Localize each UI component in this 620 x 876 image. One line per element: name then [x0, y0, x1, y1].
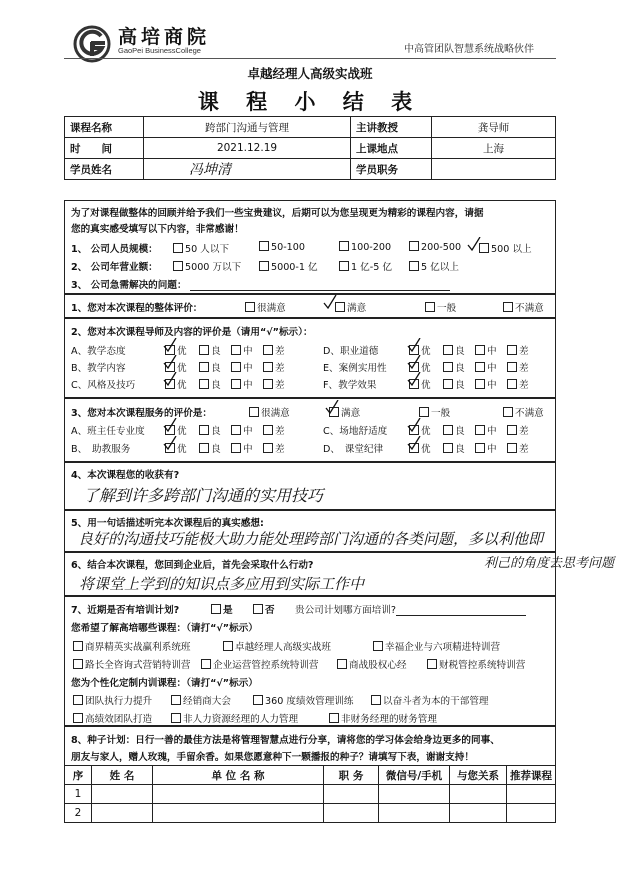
course-info-table [64, 116, 556, 180]
custom-row2: 高绩效团队打造 非人力资源经理的人力管理 非财务经理的财务管理 [71, 711, 152, 725]
place-label: 上课地点 [351, 138, 432, 159]
check-mark-icon [407, 338, 421, 352]
company-section [64, 200, 556, 294]
size-checkbox[interactable] [259, 241, 269, 251]
grade-checkbox[interactable] [199, 362, 209, 372]
check-mark-icon [163, 418, 177, 432]
grade-checkbox[interactable] [199, 379, 209, 389]
action-answer[interactable]: 将课堂上学到的知识点多应用到实际工作中 [79, 575, 365, 593]
custom-checkbox[interactable] [253, 695, 263, 705]
rating-item-label: C、场地舒适度 [323, 426, 388, 437]
plan-field[interactable] [396, 615, 526, 616]
overall-label: 1、您对本次课程的整体评价： [71, 303, 203, 314]
rating-item-label: D、 课堂纪律 [323, 444, 384, 455]
service-checkbox[interactable] [503, 407, 513, 417]
course-label: 课程名称 [65, 117, 144, 138]
table-row: 1 [65, 785, 556, 804]
rating-row: A、班主任专业度 优 良 中 差 C、场地舒适度 优 良 中 差 [71, 423, 145, 437]
course-checkbox[interactable] [73, 641, 83, 651]
seed-col-course: 推荐课程 [507, 766, 556, 785]
courses-row1: 商界精英实战赢利系统班 卓越经理人高级实战班 幸福企业与六项精进特训营 [71, 639, 191, 653]
seed-table [64, 765, 556, 823]
seed-col-relation: 与您关系 [450, 766, 507, 785]
course-checkbox[interactable] [73, 659, 83, 669]
grade-checkbox[interactable] [263, 379, 273, 389]
brand-name: 高培商院 [118, 26, 211, 48]
plan-yes-checkbox[interactable] [211, 604, 221, 614]
time-value: 2021.12.19 [144, 138, 351, 159]
seed-section [64, 726, 556, 766]
rating-row: B、 助教服务 优 良 中 差 D、 课堂纪律 优 良 中 差 [71, 441, 130, 455]
revenue-checkbox[interactable] [173, 261, 183, 271]
grade-checkbox[interactable] [475, 362, 485, 372]
course-checkbox[interactable] [337, 659, 347, 669]
grade-checkbox[interactable] [199, 443, 209, 453]
grade-checkbox[interactable] [507, 345, 517, 355]
teacher-section [64, 318, 556, 398]
service-checkbox[interactable] [249, 407, 259, 417]
grade-checkbox[interactable] [263, 362, 273, 372]
grade-checkbox[interactable] [475, 379, 485, 389]
size-checkbox[interactable] [339, 241, 349, 251]
check-mark-icon [467, 237, 481, 251]
check-mark-icon [407, 355, 421, 369]
grade-checkbox[interactable] [475, 345, 485, 355]
service-section: 3、您对本次课程服务的评价是： 很满意 满意 一般 不满意 A、班主任专业度 优 良 中 差 C、场地舒适度 优 良 中 差 B、 助教服务 优 良 中 差 D、 课堂纪律 优 良 中 差 [64, 398, 556, 462]
overall-checkbox[interactable] [425, 302, 435, 312]
check-mark-icon [407, 436, 421, 450]
seed-col-name: 姓 名 [92, 766, 153, 785]
gain-answer[interactable]: 了解到许多跨部门沟通的实用技巧 [83, 486, 324, 505]
action-label: 6、结合本次课程，您回到企业后，首先会采取什么行动? [71, 560, 314, 571]
seed-col-company: 单 位 名 称 [153, 766, 324, 785]
brand-english: GaoPei BusinessCollege [118, 46, 201, 55]
grade-checkbox[interactable] [231, 345, 241, 355]
student-signature[interactable]: 冯坤清 [189, 162, 231, 178]
grade-checkbox[interactable] [507, 443, 517, 453]
tagline: 中高管团队智慧系统战略伙伴 [404, 44, 534, 55]
course-checkbox[interactable] [427, 659, 437, 669]
check-mark-icon [407, 372, 421, 386]
course-checkbox[interactable] [373, 641, 383, 651]
custom-label: 您为个性化定制内训课程：（请打“√”标示） [71, 678, 258, 689]
gain-section [64, 462, 556, 510]
overall-section: 1、您对本次课程的整体评价： 很满意 满意 一般 不满意 [64, 294, 556, 318]
grade-checkbox[interactable] [199, 345, 209, 355]
custom-checkbox[interactable] [171, 695, 181, 705]
sentence-answer-line1[interactable]: 良好的沟通技巧能极大助力能处理跨部门沟通的各类问题，多以利他即 [78, 530, 544, 548]
place-value: 上海 [432, 138, 556, 159]
rating-row: C、风格及技巧 优 良 中 差 F、教学效果 优 良 中 差 [71, 377, 135, 391]
grade-checkbox[interactable] [263, 425, 273, 435]
interest-label: 您希望了解高培哪些课程：（请打“√”标示） [71, 623, 258, 634]
student-label: 学员姓名 [65, 159, 144, 180]
check-mark-icon [325, 400, 339, 414]
rating-item-label: A、班主任专业度 [71, 426, 145, 437]
seed-col-index: 序 [65, 766, 92, 785]
rating-item-label: B、教学内容 [71, 363, 126, 374]
grade-checkbox[interactable] [443, 362, 453, 372]
grade-checkbox[interactable] [263, 345, 273, 355]
rating-row: A、教学态度 优 良 中 差 D、职业道德 优 良 中 差 [71, 343, 126, 357]
course-checkbox[interactable] [201, 659, 211, 669]
grade-checkbox[interactable] [507, 425, 517, 435]
grade-checkbox[interactable] [507, 362, 517, 372]
grade-checkbox[interactable] [199, 425, 209, 435]
custom-checkbox[interactable] [73, 695, 83, 705]
check-mark-icon [163, 436, 177, 450]
seed-line1: 8、种子计划：日行一善的最佳方法是将管理智慧点进行分享，请将您的学习体会给身边更多的同事、 [71, 735, 500, 746]
grade-checkbox[interactable] [231, 379, 241, 389]
custom-checkbox[interactable] [171, 713, 181, 723]
seed-col-phone: 微信号/手机 [379, 766, 450, 785]
header-divider [64, 58, 556, 59]
grade-checkbox[interactable] [443, 379, 453, 389]
course-checkbox[interactable] [223, 641, 233, 651]
size-checkbox[interactable] [409, 241, 419, 251]
plan-no-checkbox[interactable] [253, 604, 263, 614]
size-checkbox[interactable] [173, 243, 183, 253]
rating-item-label: C、风格及技巧 [71, 380, 136, 391]
service-checkbox[interactable] [419, 407, 429, 417]
grade-checkbox[interactable] [507, 379, 517, 389]
seed-line2: 朋友与家人，赠人玫瑰，手留余香。如果您愿意种下一颗播报的种子？请填写下表，谢谢支持！ [71, 752, 474, 763]
intro-line1: 为了对课程做整体的回顾并给予我们一些宝贵建议，后期可以为您呈现更为精彩的课程内容，请据 [71, 208, 484, 219]
company-problem-row: 3、 公司急需解决的问题： [71, 277, 450, 291]
course-value: 跨部门沟通与管理 [144, 117, 351, 138]
check-mark-icon [163, 338, 177, 352]
grade-checkbox[interactable] [475, 425, 485, 435]
revenue-checkbox[interactable] [339, 261, 349, 271]
service-eval-label: 3、您对本次课程服务的评价是： [71, 408, 212, 419]
company-size-row: 1、 公司人员规模： 50 人以下 50-100 100-200 200-500 500 以上 [71, 242, 532, 255]
rating-item-label: B、 助教服务 [71, 444, 131, 455]
grade-checkbox[interactable] [231, 362, 241, 372]
teacher-eval-label: 2、您对本次课程导师及内容的评价是（请用“√”标示）： [71, 327, 313, 338]
rating-item-label: A、教学态度 [71, 346, 126, 357]
grade-checkbox[interactable] [475, 443, 485, 453]
rating-item-label: E、案例实用性 [323, 363, 387, 374]
rating-item-label: F、教学效果 [323, 380, 377, 391]
gain-label: 4、本次课程您的收获有? [71, 470, 180, 481]
table-row: 2 [65, 804, 556, 823]
teacher-value: 龚导师 [432, 117, 556, 138]
check-mark-icon [163, 372, 177, 386]
grade-checkbox[interactable] [443, 443, 453, 453]
grade-checkbox[interactable] [443, 425, 453, 435]
grade-checkbox[interactable] [231, 443, 241, 453]
form-subtitle: 课 程 小 结 表 [197, 89, 423, 114]
position-value[interactable] [432, 159, 556, 180]
position-label: 学员职务 [351, 159, 432, 180]
check-mark-icon [323, 295, 337, 309]
grade-checkbox[interactable] [443, 345, 453, 355]
seed-col-position: 职 务 [324, 766, 379, 785]
sentence-label: 5、用一句话描述听完本次课程后的真实感想: [71, 518, 264, 529]
custom-checkbox[interactable] [371, 695, 381, 705]
company-revenue-row: 2、 公司年营业额： 5000 万以下 5000-1 亿 1 亿-5 亿 5 亿以上 [71, 262, 459, 273]
problem-field[interactable] [190, 290, 450, 291]
revenue-checkbox[interactable] [409, 261, 419, 271]
rating-row: B、教学内容 优 良 中 差 E、案例实用性 优 良 中 差 [71, 360, 126, 374]
rating-item-label: D、职业道德 [323, 346, 379, 357]
plan-section [64, 596, 556, 726]
action-section [64, 552, 556, 596]
revenue-checkbox[interactable] [259, 261, 269, 271]
form-title: 卓越经理人高级实战班 [247, 66, 373, 81]
courses-row2: 路长全咨询式营销特训营 企业运营管控系统特训营 商战股权心经 财税管控系统特训营 [71, 657, 191, 671]
intro-line2: 您的真实感受填写以下内容，非常感谢！ [71, 224, 244, 235]
sentence-answer-line2[interactable]: 利己的角度去思考问题 [484, 556, 615, 571]
overall-checkbox[interactable] [245, 302, 255, 312]
time-label: 时 间 [65, 138, 144, 159]
custom-checkbox[interactable] [329, 713, 339, 723]
check-mark-icon [163, 355, 177, 369]
check-mark-icon [407, 418, 421, 432]
teacher-label: 主讲教授 [351, 117, 432, 138]
custom-checkbox[interactable] [73, 713, 83, 723]
plan-label: 7、近期是否有培训计划? 是 否 贵公司计划哪方面培训? [71, 602, 179, 616]
grade-checkbox[interactable] [231, 425, 241, 435]
overall-checkbox[interactable] [503, 302, 513, 312]
grade-checkbox[interactable] [263, 443, 273, 453]
custom-row1: 团队执行力提升 经销商大会 360 度绩效管理训练 以奋斗者为本的干部管理 [71, 693, 152, 707]
